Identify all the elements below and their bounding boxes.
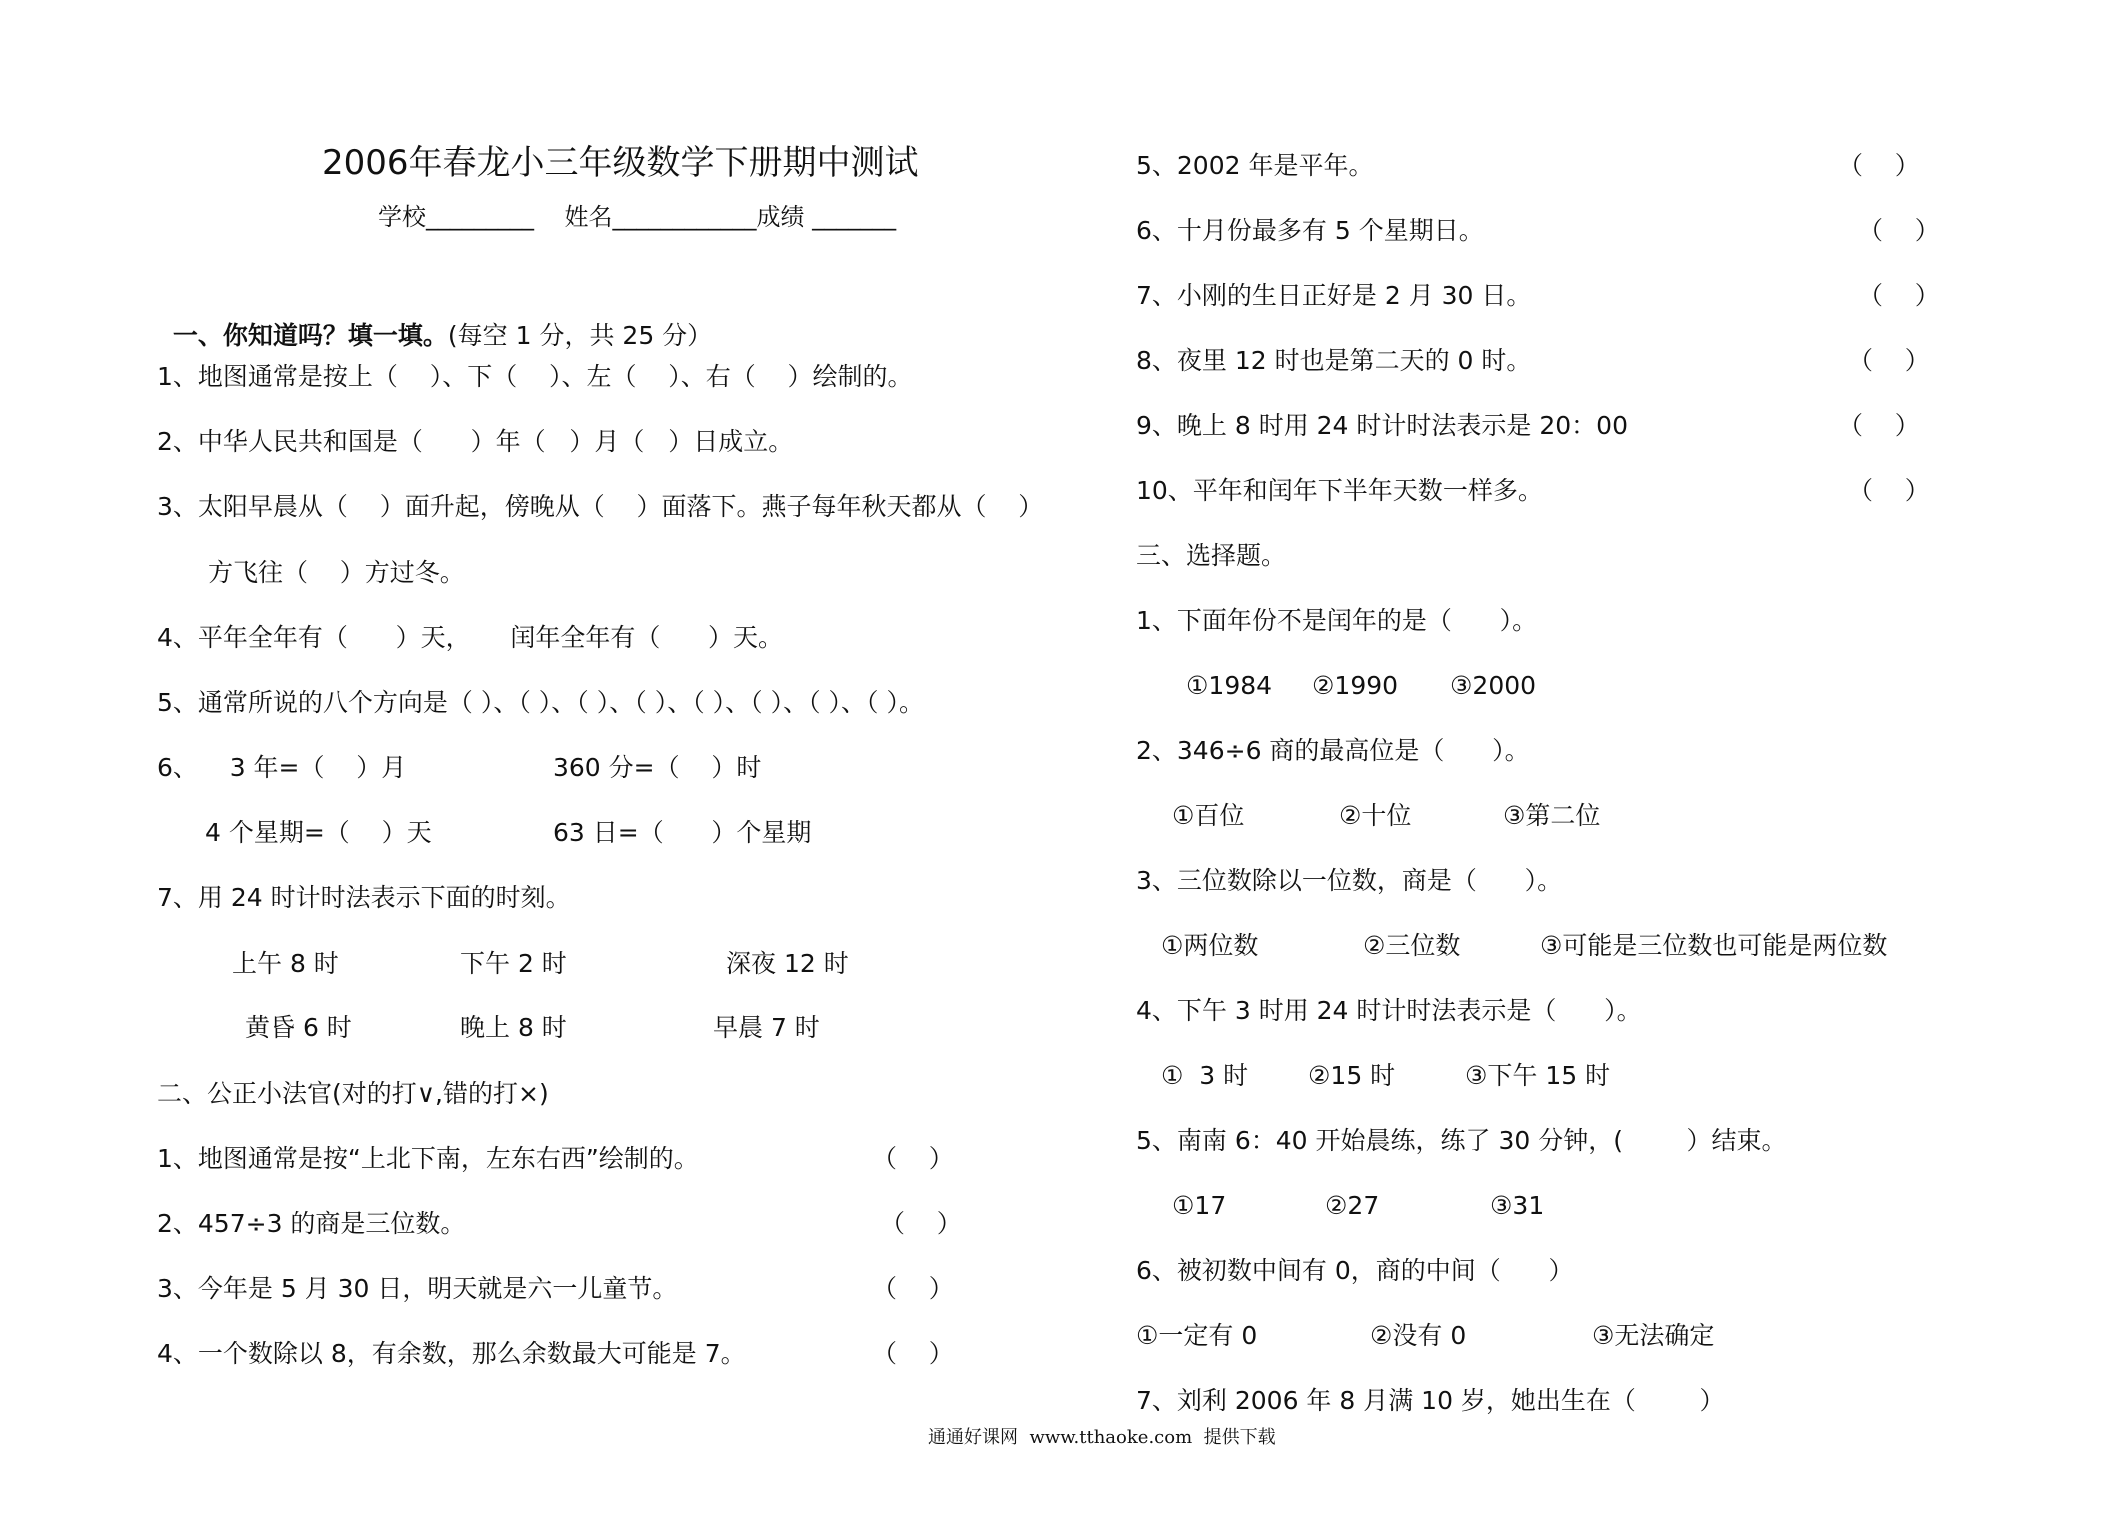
s2-q5: 5、2002 年是平年。 <box>1136 151 1374 180</box>
s1-q3-cont: 方飞往（ ）方过冬。 <box>208 558 465 587</box>
s3-q4-opt2: ②15 时 <box>1308 1061 1396 1090</box>
s3-q1: 1、下面年份不是闰年的是（ ）。 <box>1136 606 1538 635</box>
s1-q6-c: 4 个星期=（ ）天 <box>205 818 432 847</box>
s3-q7: 7、刘利 2006 年 8 月满 10 岁，她出生在（ ） <box>1136 1386 1725 1415</box>
s1-q4: 4、平年全年有（ ）天， 闰年全年有（ ）天。 <box>157 623 784 652</box>
exam-title: 2006年春龙小三年级数学下册期中测试 <box>322 143 919 183</box>
footer-credit: 通通好课网 www.tthaoke.com 提供下载 <box>928 1427 1276 1448</box>
s3-q2-opt2: ②十位 <box>1339 801 1412 830</box>
s2-q5-answer: （ ） <box>1838 151 1920 180</box>
s2-q4: 4、一个数除以 8，有余数，那么余数最大可能是 7。 <box>157 1339 746 1368</box>
s3-q3-opt3: ③可能是三位数也可能是两位数 <box>1540 931 1888 960</box>
s3-q6-opt1: ①一定有 0 <box>1136 1321 1258 1350</box>
s2-q8-answer: （ ） <box>1848 346 1930 375</box>
s3-q3-opt1: ①两位数 <box>1161 931 1259 960</box>
s1-q6-b: 360 分=（ ）时 <box>553 753 762 782</box>
s1-q7-f: 早晨 7 时 <box>713 1013 820 1042</box>
s3-q6-opt3: ③无法确定 <box>1592 1321 1715 1350</box>
s3-q5-opt2: ②27 <box>1325 1191 1380 1220</box>
s3-q4-opt1: ① 3 时 <box>1161 1061 1249 1090</box>
section2-heading: 二、公正小法官(对的打∨,错的打×) <box>157 1079 549 1108</box>
s1-q7-e: 晚上 8 时 <box>460 1013 567 1042</box>
s1-q7-d: 黄昏 6 时 <box>245 1013 352 1042</box>
s1-q6-d: 63 日=（ ）个星期 <box>553 818 812 847</box>
s2-q7: 7、小刚的生日正好是 2 月 30 日。 <box>1136 281 1532 310</box>
s3-q2: 2、346÷6 商的最高位是（ ）。 <box>1136 736 1530 765</box>
s3-q3-opt2: ②三位数 <box>1363 931 1461 960</box>
s3-q5-opt1: ①17 <box>1172 1191 1227 1220</box>
s3-q2-opt3: ③第二位 <box>1503 801 1601 830</box>
student-info-line: 学校_________ 姓名____________成绩 _______ <box>378 203 897 231</box>
s2-q8: 8、夜里 12 时也是第二天的 0 时。 <box>1136 346 1532 375</box>
s3-q1-opt2: ②1990 <box>1312 671 1399 700</box>
s1-q2: 2、中华人民共和国是（ ）年（ ）月（ ）日成立。 <box>157 427 794 456</box>
s3-q1-opt3: ③2000 <box>1450 671 1537 700</box>
section1-heading-title: 一、你知道吗？填一填。 <box>172 321 448 350</box>
s3-q6: 6、被初数中间有 0，商的中间（ ） <box>1136 1256 1574 1285</box>
s3-q5: 5、南南 6：40 开始晨练，练了 30 分钟，( ）结束。 <box>1136 1126 1787 1155</box>
s3-q4: 4、下午 3 时用 24 时计时法表示是（ ）。 <box>1136 996 1642 1025</box>
s3-q3: 3、三位数除以一位数，商是（ ）。 <box>1136 866 1563 895</box>
s1-q7: 7、用 24 时计时法表示下面的时刻。 <box>157 883 571 912</box>
s2-q1: 1、地图通常是按“上北下南，左东右西”绘制的。 <box>157 1144 699 1173</box>
s3-q2-opt1: ①百位 <box>1172 801 1245 830</box>
s2-q1-answer: （ ） <box>872 1144 954 1173</box>
s3-q1-opt1: ①1984 <box>1186 671 1273 700</box>
s2-q6-answer: （ ） <box>1858 216 1940 245</box>
s1-q7-c: 深夜 12 时 <box>726 949 849 978</box>
s3-q4-opt3: ③下午 15 时 <box>1465 1061 1611 1090</box>
s1-q6-a: 6、 3 年=（ ）月 <box>157 753 407 782</box>
s2-q3: 3、今年是 5 月 30 日，明天就是六一儿童节。 <box>157 1274 678 1303</box>
s2-q7-answer: （ ） <box>1858 281 1940 310</box>
s3-q6-opt2: ②没有 0 <box>1370 1321 1467 1350</box>
s2-q9: 9、晚上 8 时用 24 时计时法表示是 20：00 <box>1136 411 1628 440</box>
section1-heading-note: (每空 1 分，共 25 分） <box>447 321 713 350</box>
s1-q7-a: 上午 8 时 <box>232 949 339 978</box>
s1-q5: 5、通常所说的八个方向是（ ）、（ ）、（ ）、（ ）、（ ）、（ ）、（ ）、（ ）。 <box>157 688 924 717</box>
s2-q4-answer: （ ） <box>872 1339 954 1368</box>
s2-q2-answer: （ ） <box>880 1209 962 1238</box>
s1-q3: 3、太阳早晨从（ ）面升起，傍晚从（ ）面落下。燕子每年秋天都从（ ） <box>157 492 1044 521</box>
s1-q7-b: 下午 2 时 <box>460 949 567 978</box>
s2-q6: 6、十月份最多有 5 个星期日。 <box>1136 216 1484 245</box>
s2-q10: 10、平年和闰年下半年天数一样多。 <box>1136 476 1543 505</box>
s2-q2: 2、457÷3 的商是三位数。 <box>157 1209 466 1238</box>
section3-heading: 三、选择题。 <box>1136 541 1287 570</box>
s2-q9-answer: （ ） <box>1838 411 1920 440</box>
s2-q3-answer: （ ） <box>872 1274 954 1303</box>
s1-q1: 1、地图通常是按上（ ）、下（ ）、左（ ）、右（ ）绘制的。 <box>157 362 913 391</box>
section1-heading <box>157 298 712 348</box>
s2-q10-answer: （ ） <box>1848 476 1930 505</box>
s3-q5-opt3: ③31 <box>1490 1191 1545 1220</box>
